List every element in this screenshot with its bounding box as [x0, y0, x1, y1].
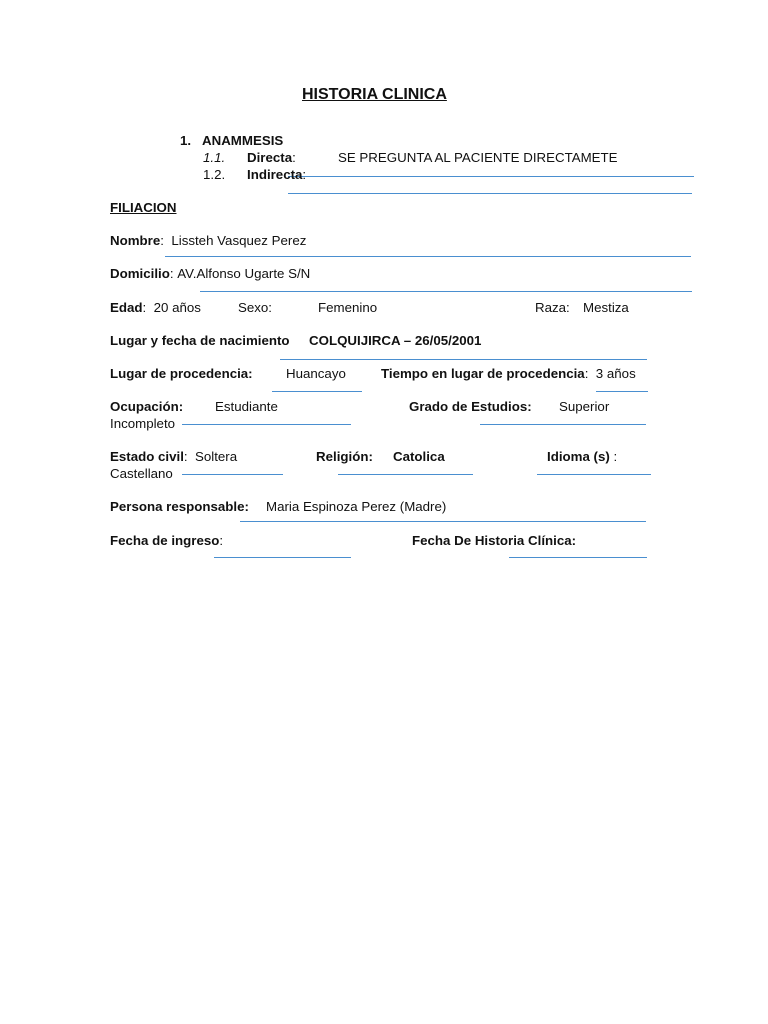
grado-estudios-value: Superior [559, 399, 610, 414]
ocupacion-label: Ocupación: [110, 399, 184, 414]
grado-estudios-label: Grado de Estudios: [409, 399, 532, 414]
nombre-field: Nombre: Lissteh Vasquez Perez [110, 233, 307, 248]
domicilio-field: Domicilio: AV.Alfonso Ugarte S/N [110, 266, 311, 281]
anamnesis-heading: ANAMMESIS [202, 133, 284, 148]
fecha-ingreso-underline [214, 557, 351, 558]
idioma-value: Castellano [110, 466, 173, 481]
idioma-label: Idioma (s) : [547, 449, 618, 464]
ocupacion-value: Estudiante [215, 399, 278, 414]
persona-responsable-value: Maria Espinoza Perez (Madre) [266, 499, 447, 514]
directa-label: Directa: [247, 150, 296, 165]
fecha-ingreso-label: Fecha de ingreso: [110, 533, 224, 548]
ocupacion-underline [182, 424, 351, 425]
tiempo-underline [596, 391, 648, 392]
estado-civil-field: Estado civil: Soltera [110, 449, 238, 464]
procedencia-value: Huancayo [286, 366, 346, 381]
domicilio-underline [200, 291, 692, 292]
nacimiento-label: Lugar y fecha de nacimiento [110, 333, 290, 348]
sexo-label: Sexo: [238, 300, 273, 315]
directa-value: SE PREGUNTA AL PACIENTE DIRECTAMETE [338, 150, 618, 165]
grado-underline [480, 424, 646, 425]
edad-field: Edad: 20 años [110, 300, 201, 315]
fecha-historia-underline [509, 557, 647, 558]
procedencia-label: Lugar de procedencia: [110, 366, 253, 381]
nacimiento-value: COLQUIJIRCA – 26/05/2001 [309, 333, 482, 348]
page-title: HISTORIA CLINICA [302, 86, 447, 103]
nombre-underline [165, 256, 691, 257]
raza-value: Mestiza [583, 300, 629, 315]
tiempo-procedencia-field: Tiempo en lugar de procedencia: 3 años [381, 366, 636, 381]
fecha-historia-label: Fecha De Historia Clínica: [412, 533, 577, 548]
directa-number: 1.1. [203, 150, 226, 165]
directa-underline [288, 176, 694, 177]
grado-estudios-value-cont: Incompleto [110, 416, 176, 431]
persona-responsable-label: Persona responsable: [110, 499, 249, 514]
raza-label: Raza: [535, 300, 570, 315]
persona-underline [240, 521, 646, 522]
indirecta-underline [288, 193, 692, 194]
religion-underline [338, 474, 473, 475]
indirecta-number: 1.2. [203, 167, 226, 182]
religion-label: Religión: [316, 449, 373, 464]
indirecta-label: Indirecta: [247, 167, 307, 182]
filiacion-heading: FILIACION [110, 200, 177, 215]
anamnesis-number: 1. [180, 133, 192, 148]
idioma-underline [537, 474, 651, 475]
estado-civil-underline [182, 474, 283, 475]
nacimiento-underline [280, 359, 647, 360]
procedencia-underline [272, 391, 362, 392]
religion-value: Catolica [393, 449, 445, 464]
sexo-value: Femenino [318, 300, 378, 315]
